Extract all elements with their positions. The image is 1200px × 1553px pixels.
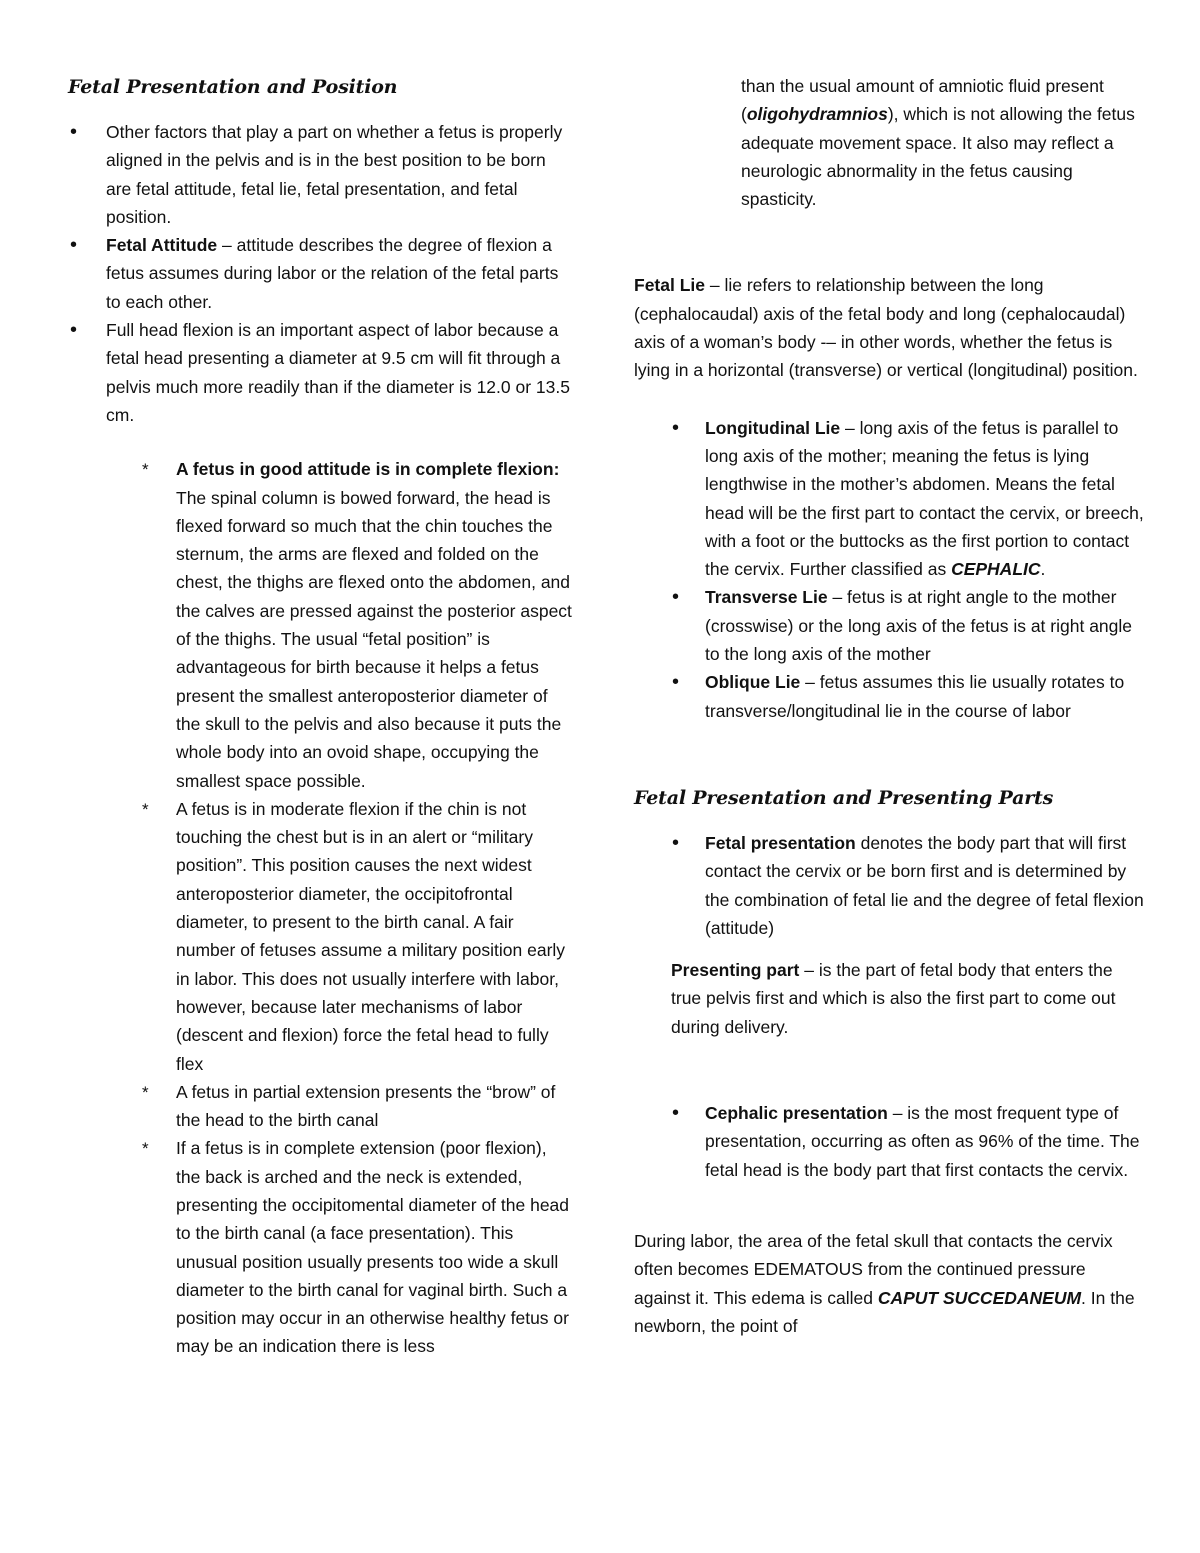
list-item: • Longitudinal Lie – long axis of the fetus is parallel to long axis of the mother; meaning the fetus is lying lengthwise in the mother’s abdomen. Means the fetal head will be the first part to contact the cervix, or breech, with a foot or the buttocks as the first portion to contact the cervix. Further classified as CEPHALIC.: [705, 414, 1144, 584]
list-item: • Oblique Lie – fetus assumes this lie usually rotates to transverse/longitudinal lie in the course of labor: [705, 668, 1144, 725]
list-item: * A fetus in partial extension presents the “brow” of the head to the birth canal: [176, 1078, 573, 1135]
list-item: * If a fetus is in complete extension (poor flexion), the back is arched and the neck is extended, presenting the occipitomental diameter of the head to the birth canal (a face presentation). This unusual position usually presents too wide a skull diameter to the birth canal for vaginal birth. Such a position may occur in an otherwise healthy fetus or may be an indication there is less: [176, 1134, 573, 1360]
list-item: • Fetal Attitude – attitude describes the degree of flexion a fetus assumes during labor or the relation of the fetal parts to each other.: [68, 231, 573, 316]
presenting-part-paragraph: Presenting part – is the part of fetal body that enters the true pelvis first and which is also the first part to come out during delivery.: [671, 960, 1116, 1037]
term-cephalic-presentation: Cephalic presentation: [705, 1103, 888, 1124]
bullet-list: [68, 118, 573, 429]
list-item: • Full head flexion is an important aspect of labor because a fetal head presenting a diameter at 9.5 cm will fit through a pelvis much more readily than if the diameter is 12.0 or 13.5 cm.: [68, 316, 573, 429]
list-item: * A fetus in good attitude is in complete flexion: The spinal column is bowed forward, the head is flexed forward so much that the chin touches the sternum, the arms are flexed and folded on the chest, the thighs are flexed onto the abdomen, and the calves are pressed against the posterior aspect of the thighs. The usual “fetal position” is advantageous for birth because it helps a fetus present the smallest anteroposterior diameter of the skull to the pelvis and also because it puts the whole body into an ovoid shape, occupying the smallest space possible.: [176, 455, 573, 795]
presentation-bullet-list: [634, 829, 1144, 942]
list-item: • Other factors that play a part on whether a fetus is properly aligned in the pelvis and is in the best position to be born are fetal attitude, fetal lie, fetal presentation, and fetal position.: [68, 118, 573, 231]
term-presenting-part: Presenting part: [671, 960, 800, 981]
left-column: [68, 72, 573, 1361]
section-heading-fetal-presentation-position: Fetal Presentation and Position: [68, 76, 398, 98]
list-item: • Transverse Lie – fetus is at right angle to the mother (crosswise) or the long axis of the fetus is at right angle to the long axis of the mother: [705, 583, 1144, 668]
term-fetal-attitude: Fetal Attitude: [106, 235, 218, 256]
continued-paragraph: than the usual amount of amniotic fluid present (oligohydramnios), which is not allowing the fetus adequate movement space. It also may reflect a neurologic abnormality in the fetus causing spasticity.: [741, 76, 1135, 210]
list-item: * A fetus is in moderate flexion if the chin is not touching the chest but is in an alert or “military position”. This position causes the next widest anteroposterior diameter, the occipitofrontal diameter, to present to the birth canal. A fair number of fetuses assume a military position early in labor. This does not usually interfere with labor, however, because later mechanisms of labor (descent and flexion) force the fetal head to fully flex: [176, 795, 573, 1078]
term-caput-succedaneum: CAPUT SUCCEDANEUM: [877, 1287, 1082, 1308]
term-cephalic: CEPHALIC: [951, 559, 1041, 580]
cephalic-bullet-list: [634, 1099, 1144, 1184]
right-column: [634, 72, 1144, 1340]
term-oligohydramnios: oligohydramnios: [746, 104, 888, 125]
labor-paragraph: During labor, the area of the fetal skull that contacts the cervix often becomes EDEMATOUS from the continued pressure against it. This edema is called CAPUT SUCCEDANEUM. In the newborn, the point of: [634, 1230, 1135, 1336]
term-transverse-lie: Transverse Lie: [705, 587, 828, 608]
section-heading-presenting-parts: Fetal Presentation and Presenting Parts: [634, 786, 1054, 809]
list-item: • Cephalic presentation – is the most frequent type of presentation, occurring as often as 96% of the time. The fetal head is the body part that first contacts the cervix.: [705, 1099, 1144, 1184]
term-longitudinal-lie: Longitudinal Lie: [705, 417, 841, 438]
fetal-lie-paragraph: Fetal Lie – lie refers to relationship between the long (cephalocaudal) axis of the fetal body and long (cephalocaudal) axis of a woman’s body -– in other words, whether the fetus is lying in a horizontal (transverse) or vertical (longitudinal) position.: [634, 275, 1138, 381]
term-fetal-presentation: Fetal presentation: [705, 832, 856, 853]
star-list: [68, 455, 573, 1361]
term-fetal-lie: Fetal Lie: [634, 275, 705, 296]
lie-bullet-list: [634, 414, 1144, 725]
list-item: • Fetal presentation denotes the body part that will first contact the cervix or be born first and is determined by the combination of fetal lie and the degree of fetal flexion (attitude): [705, 829, 1144, 942]
term-good-attitude: A fetus in good attitude is in complete flexion:: [176, 459, 560, 480]
term-oblique-lie: Oblique Lie: [705, 672, 801, 693]
